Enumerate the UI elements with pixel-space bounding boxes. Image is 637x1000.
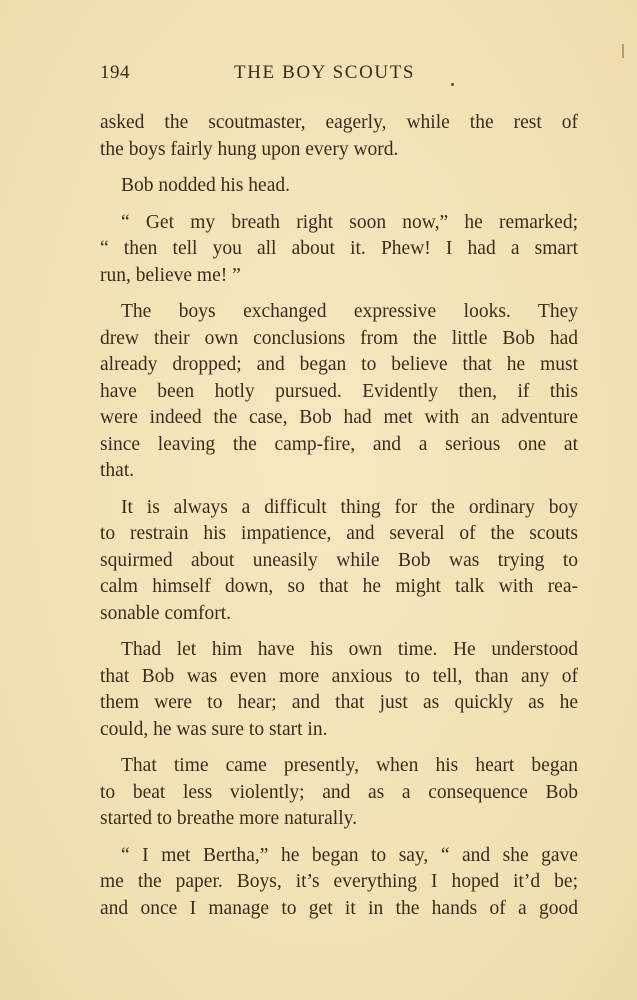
page-header	[100, 62, 578, 88]
page-edge-mark	[622, 44, 624, 58]
text-line: calm himself down, so that he might talk with rea-	[100, 576, 578, 597]
text-line: were indeed the case, Bob had met with an adventure	[100, 407, 578, 428]
text-line: have been hotly pursued. Evidently then, if this	[100, 380, 578, 402]
text-line: them were to hear; and that just as quickly as he	[100, 692, 578, 713]
page-number: 194	[100, 62, 130, 83]
text-line: to restrain his impatience, and several of the scouts	[100, 523, 578, 544]
text-line: and once I manage to get it in the hands of a good	[100, 897, 578, 919]
text-line: squirmed about uneasily while Bob was trying to	[100, 549, 578, 571]
paragraph	[100, 495, 578, 628]
paragraph	[100, 843, 578, 923]
paragraph	[100, 299, 578, 485]
paragraph	[100, 110, 578, 163]
text-line: me the paper. Boys, it’s everything I hoped it’d be;	[100, 871, 578, 892]
text-line: could, he was sure to start in.	[100, 718, 328, 740]
text-line: “ Get my breath right soon now,” he remarked;	[121, 211, 578, 233]
text-line: sonable comfort.	[100, 602, 232, 624]
text-line: started to breathe more naturally.	[100, 808, 358, 829]
text-line: Bob nodded his head.	[121, 175, 290, 196]
paragraph	[100, 753, 578, 833]
text-line: already dropped; and began to believe that he must	[100, 354, 578, 375]
body-text	[100, 110, 578, 932]
header-dot	[451, 83, 454, 86]
text-line: run, believe me! ”	[100, 264, 241, 286]
paragraph	[100, 637, 578, 743]
text-line: That time came presently, when his heart began	[121, 755, 578, 776]
text-line: that Bob was even more anxious to tell, than any of	[100, 665, 578, 687]
text-line: since leaving the camp-fire, and a serious one at	[100, 433, 578, 455]
text-line: drew their own conclusions from the little Bob had	[100, 327, 578, 349]
text-line: “ I met Bertha,” he began to say, “ and she gave	[121, 844, 578, 866]
running-head: THE BOY SCOUTS	[234, 62, 416, 83]
text-line: to beat less violently; and as a consequence Bob	[100, 781, 578, 803]
text-line: “ then tell you all about it. Phew! I had a smart	[100, 238, 578, 259]
text-line: the boys fairly hung upon every word.	[100, 138, 399, 160]
paragraph	[100, 173, 578, 200]
text-line: asked the scoutmaster, eagerly, while the rest of	[100, 112, 578, 133]
text-line: It is always a difficult thing for the ordinary boy	[121, 496, 578, 518]
paragraph	[100, 210, 578, 290]
text-line: Thad let him have his own time. He understood	[121, 639, 578, 660]
text-line: that.	[100, 460, 135, 481]
text-line: The boys exchanged expressive looks. They	[121, 301, 578, 322]
